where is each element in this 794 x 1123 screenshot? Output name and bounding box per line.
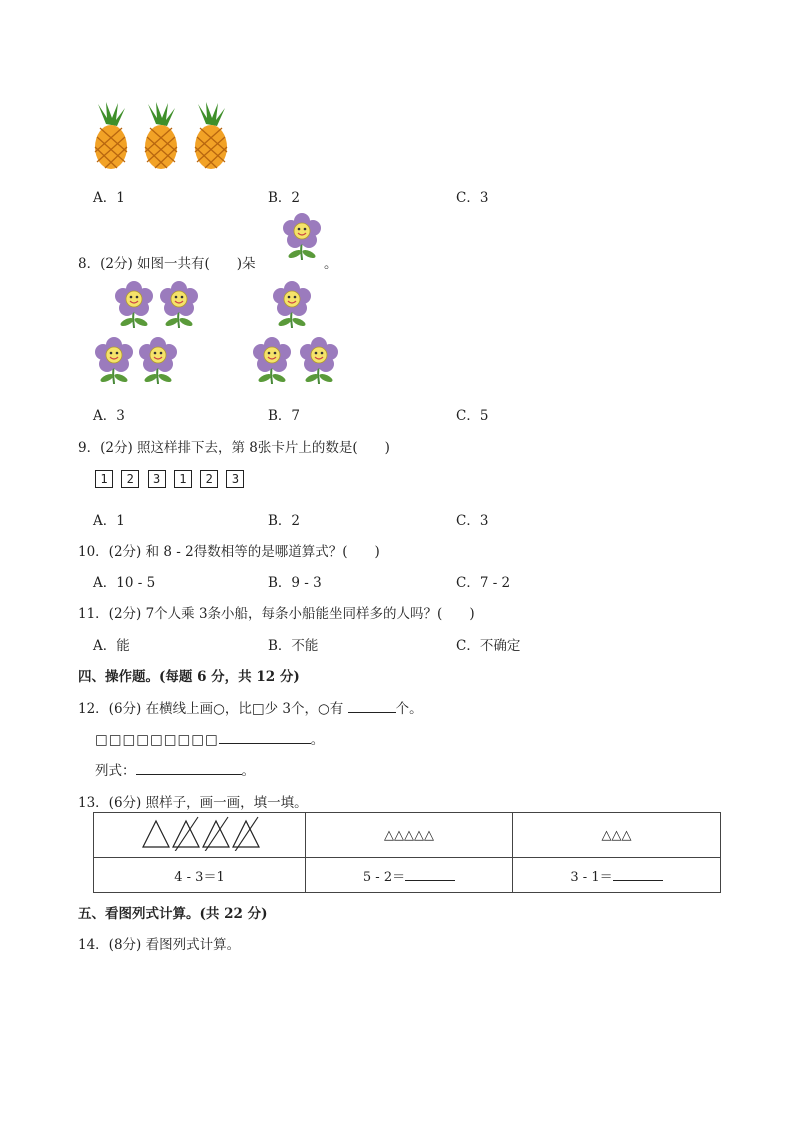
q12-formula-line	[95, 759, 255, 779]
section-5-title: 五、看图列式计算。(共 22 分)	[78, 906, 268, 922]
q12-formula-end: 。	[241, 763, 255, 779]
q10-option-c[interactable]: C．7 - 2	[456, 575, 511, 591]
q13-five-triangles	[306, 813, 513, 858]
q13-three-triangles-text: △△△	[601, 827, 632, 843]
pineapple-picture	[90, 102, 235, 176]
number-card: 2	[121, 470, 139, 488]
q11-stem: 11．(2分) 7个人乘 3条小船，每条小船能坐同样多的人吗？( )	[78, 606, 475, 622]
q14-stem: 14．(8分) 看图列式计算。	[78, 937, 241, 953]
number-card: 1	[174, 470, 192, 488]
q13-five-triangles-text: △△△△△	[384, 827, 434, 843]
q13-table	[93, 812, 721, 893]
q13-equation-3	[513, 858, 721, 893]
q12-stem-end: 个。	[395, 701, 423, 717]
flower-group-left	[92, 280, 202, 392]
q10-option-a[interactable]: A．10 - 5	[93, 575, 156, 591]
q8-option-c[interactable]: C．5	[456, 408, 489, 424]
q12-line-end: 。	[310, 732, 325, 748]
q12-formula-label: 列式：	[95, 763, 136, 779]
q11-option-c[interactable]: C．不确定	[456, 638, 521, 654]
q9-option-a[interactable]: A．1	[93, 513, 125, 529]
flower-icon	[281, 212, 323, 266]
q12-squares-line	[95, 728, 324, 748]
q12-answer-blank[interactable]	[348, 700, 396, 713]
q13-eq3-text: 3 - 1＝	[570, 869, 613, 885]
q8-stem	[78, 252, 256, 272]
q7-option-a[interactable]: A．1	[93, 190, 125, 206]
q13-eq1-text: 4 - 3＝1	[174, 869, 225, 885]
q10-option-b[interactable]: B．9 - 3	[268, 575, 322, 591]
crossed-triangles-icon	[140, 815, 260, 851]
q9-option-b[interactable]: B．2	[268, 513, 301, 529]
q10-stem: 10．(2分) 和 8 - 2得数相等的是哪道算式？( )	[78, 544, 380, 560]
number-card: 2	[200, 470, 218, 488]
q8-stem-end: 。	[324, 256, 338, 272]
q13-example-shapes	[94, 813, 306, 858]
q13-eq2-blank[interactable]	[405, 868, 455, 881]
q12-formula-blank[interactable]	[136, 762, 242, 775]
flower-group-right	[252, 280, 344, 392]
q11-option-b[interactable]: B．不能	[268, 638, 319, 654]
q13-example-equation	[94, 858, 306, 893]
q13-equation-2	[306, 858, 513, 893]
q11-option-a[interactable]: A．能	[93, 638, 130, 654]
q12-stem	[78, 697, 423, 717]
q9-option-c[interactable]: C．3	[456, 513, 489, 529]
q7-option-b[interactable]: B．2	[268, 190, 301, 206]
q9-cards	[95, 470, 248, 488]
number-card: 3	[148, 470, 166, 488]
q12-squares: □□□□□□□□□	[95, 732, 219, 748]
q12-stem-text: 12．(6分) 在横线上画○，比□少 3个，○有	[78, 701, 348, 717]
q13-stem: 13．(6分) 照样子，画一画，填一填。	[78, 795, 308, 811]
section-4-title: 四、操作题。(每题 6 分，共 12 分)	[78, 669, 300, 685]
q13-eq3-blank[interactable]	[613, 868, 663, 881]
q8-stem-text: 8．(2分) 如图一共有( )朵	[78, 256, 256, 272]
number-card: 1	[95, 470, 113, 488]
q12-draw-blank[interactable]	[219, 731, 311, 744]
q9-stem: 9．(2分) 照这样排下去，第 8张卡片上的数是( )	[78, 440, 390, 456]
q8-option-b[interactable]: B．7	[268, 408, 301, 424]
q8-option-a[interactable]: A．3	[93, 408, 125, 424]
number-card: 3	[226, 470, 244, 488]
q7-option-c[interactable]: C．3	[456, 190, 489, 206]
q13-eq2-text: 5 - 2＝	[362, 869, 406, 885]
q13-three-triangles	[513, 813, 721, 858]
